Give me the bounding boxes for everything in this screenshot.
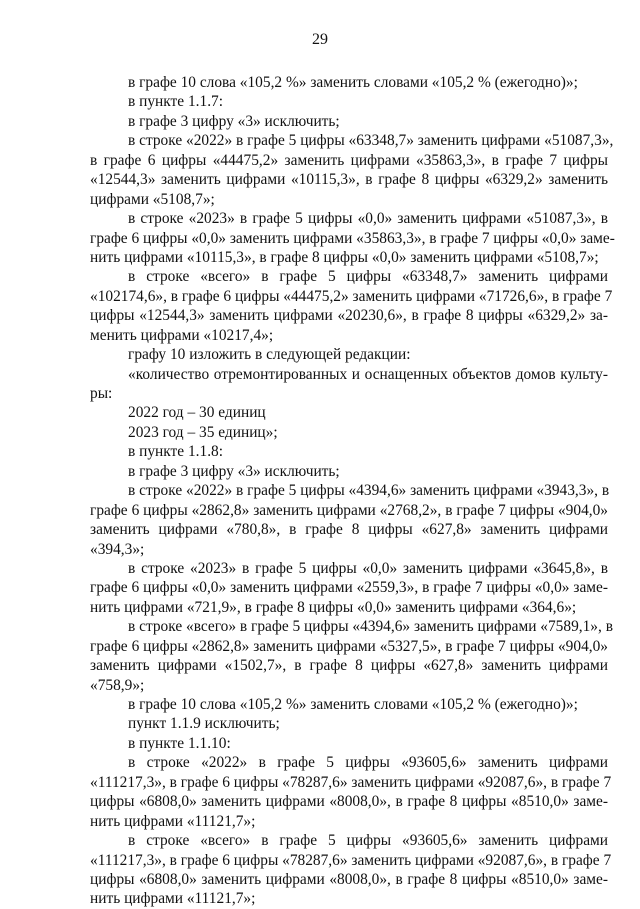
text-line: в пункте 1.1.10: [128,734,231,752]
text-line: «102174,6», в графе 6 цифры «44475,2» заменить цифрами «71726,6», в графе 7 [90,287,613,305]
text-line: цифры «6808,0» заменить цифрами «8008,0», в графе 8 цифры «8510,0» заме- [90,793,608,811]
text-line: «111217,3», в графе 6 цифры «78287,6» заменить цифрами «92087,6», в графе 7 [90,773,612,791]
text-line: графе 6 цифры «0,0» заменить цифрами «2559,3», в графе 7 цифры «0,0» заме- [90,579,608,597]
text-line: в строке «2022» в графе 5 цифры «4394,6» заменить цифрами «3943,3», в [128,482,610,500]
text-line: нить цифрами «721,9», в графе 8 цифры «0,0» заменить цифрами «364,6»; [90,598,577,616]
text-line: «758,9»; [90,676,145,694]
text-line: графе 6 цифры «2862,8» заменить цифрами «2768,2», в графе 7 цифры «904,0» [90,501,608,519]
text-line: в пункте 1.1.7: [128,93,224,111]
page-number: 29 [312,31,328,48]
document-body [90,73,615,909]
text-line: в строке «2022» в графе 5 цифры «63348,7» заменить цифрами «51087,3», [128,132,614,150]
text-line: графе 6 цифры «2862,8» заменить цифрами «5327,5», в графе 7 цифры «904,0» [90,637,608,655]
text-line: заменить цифрами «780,8», в графе 8 цифры «627,8» заменить цифрами [90,521,608,539]
text-line: цифры «6808,0» заменить цифрами «8008,0», в графе 8 цифры «8510,0» заме- [90,870,608,888]
text-line: в строке «всего» в графе 5 цифры «4394,6» заменить цифрами «7589,1», в [128,618,613,636]
text-line: нить цифрами «11121,7»; [90,890,256,908]
text-line: заменить цифрами «1502,7», в графе 8 цифры «627,8» заменить цифрами [90,657,608,675]
text-line: 2022 год – 30 единиц [128,404,266,422]
text-line: в строке «2022» в графе 5 цифры «93605,6» заменить цифрами [128,754,608,772]
text-line: в строке «2023» в графе 5 цифры «0,0» заменить цифрами «3645,8», в [128,559,608,577]
text-line: нить цифрами «11121,7»; [90,812,256,830]
text-line: нить цифрами «10115,3», в графе 8 цифры «0,0» заменить цифрами «5108,7»; [90,248,599,266]
text-line: графе 6 цифры «0,0» заменить цифрами «35863,3», в графе 7 цифры «0,0» заме- [90,229,615,247]
text-line: в строке «всего» в графе 5 цифры «93605,6» заменить цифрами [128,832,608,850]
text-line: «111217,3», в графе 6 цифры «78287,6» заменить цифрами «92087,6», в графе 7 [90,851,612,869]
text-line: «394,3»; [90,540,145,558]
text-line: «12544,3» заменить цифрами «10115,3», в графе 8 цифры «6329,2» заменить [90,171,608,189]
text-line: 2023 год – 35 единиц»; [128,423,278,441]
text-line: в строке «всего» в графе 5 цифры «63348,7» заменить цифрами [128,268,608,286]
text-line: цифры «12544,3» заменить цифрами «20230,6», в графе 8 цифры «6329,2» за- [90,307,608,325]
text-line: цифрами «5108,7»; [90,190,215,208]
text-line: в графе 3 цифру «3» исключить; [128,462,340,480]
text-line: в графе 3 цифру «3» исключить; [128,112,340,130]
text-line: пункт 1.1.9 исключить; [128,715,280,733]
text-line: в строке «2023» в графе 5 цифры «0,0» заменить цифрами «51087,3», в [128,210,608,228]
text-line: в графе 10 слова «105,2 %» заменить словами «105,2 % (ежегодно)»; [128,696,578,713]
text-line: менить цифрами «10217,4»; [90,326,274,344]
text-line: графу 10 изложить в следующей редакции: [128,346,411,364]
text-line: в графе 10 слова «105,2 %» заменить словами «105,2 % (ежегодно)»; [128,74,578,91]
text-line: «количество отремонтированных и оснащенных объектов домов культу- [128,365,608,383]
text-line: в графе 6 цифры «44475,2» заменить цифрами «35863,3», в графе 7 цифры [90,151,608,169]
text-line: в пункте 1.1.8: [128,443,224,461]
text-line: ры: [90,385,113,402]
